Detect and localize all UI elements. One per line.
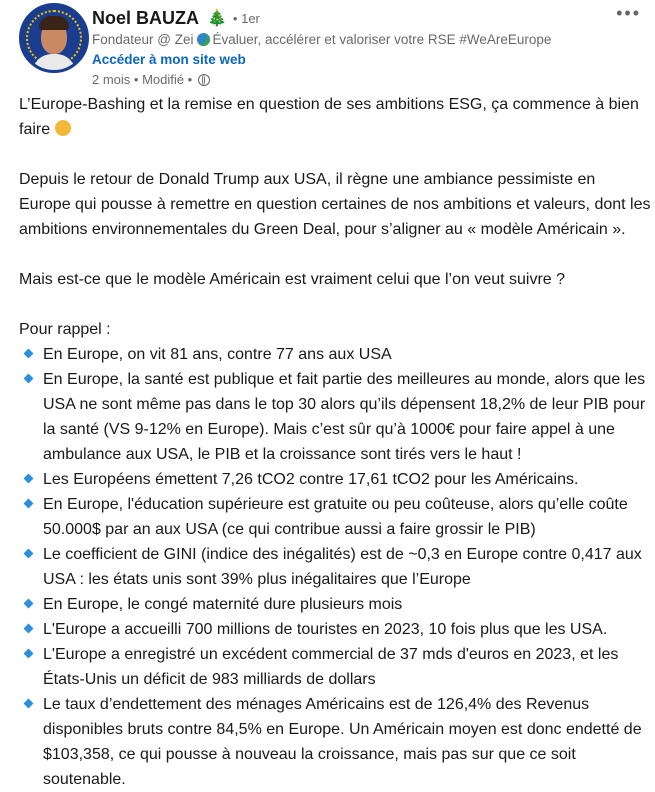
post-time: 2 mois • Modifié •: [92, 72, 193, 87]
blue-diamond-icon: [24, 649, 34, 659]
recall-heading: Pour rappel :: [19, 321, 111, 338]
connection-degree: • 1er: [232, 10, 260, 26]
list-item: [19, 467, 651, 492]
more-options-button[interactable]: •••: [616, 3, 641, 23]
post-meta: [92, 72, 210, 87]
post-question: Mais est-ce que le modèle Américain est vraiment celui que l’on veut suivre ?: [19, 271, 566, 288]
earth-icon: [197, 33, 210, 46]
smiling-face-icon: [55, 120, 71, 136]
blue-diamond-icon: [24, 699, 34, 709]
list-item: [19, 542, 651, 592]
list-item: [19, 692, 651, 792]
post-paragraph: Depuis le retour de Donald Trump aux USA, il règne une ambiance pessimiste en Europe qui pousse à remettre en question certaines de nos ambitions et valeurs, dont les ambitions environnementales du Green Deal, pour s’aligner au « modèle Américain ».: [19, 171, 651, 238]
list-item-text: En Europe, le congé maternité dure plusieurs mois: [43, 596, 403, 613]
list-item: [19, 367, 651, 467]
author-headline: [92, 32, 551, 47]
author-name[interactable]: Noel BAUZA: [92, 7, 199, 28]
blue-diamond-icon: [24, 349, 34, 359]
post-header: [19, 3, 649, 87]
website-link[interactable]: Accéder à mon site web: [92, 52, 246, 67]
author-name-row: [92, 5, 260, 31]
list-item-text: En Europe, l'éducation supérieure est gratuite ou peu coûteuse, alors qu’elle coûte 50.000$ par an aux USA (ce qui contribue aussi a faire grossir le PIB): [43, 496, 628, 538]
intro-text: L’Europe-Bashing et la remise en question de ses ambitions ESG, ça commence à bien faire: [19, 96, 639, 138]
list-item: [19, 492, 651, 542]
headline-rest: Évaluer, accélérer et valoriser votre RSE #WeAreEurope: [212, 32, 552, 47]
list-item-text: L'Europe a enregistré un excédent commercial de 37 mds d'euros en 2023, et les États-Unis un déficit de 983 milliards de dollars: [43, 646, 619, 688]
headline-prefix: Fondateur @ Zei: [92, 32, 194, 47]
list-item-text: Le coefficient de GINI (indice des inégalités) est de ~0,3 en Europe contre 0,417 aux USA : les états unis sont 39% plus inégalitaires que l’Europe: [43, 546, 642, 588]
christmas-tree-icon: 🎄: [207, 10, 227, 27]
list-item: [19, 342, 651, 367]
post-intro: [19, 92, 651, 142]
blue-diamond-icon: [24, 499, 34, 509]
globe-icon: [198, 74, 210, 86]
list-item-text: En Europe, la santé est publique et fait partie des meilleures au monde, alors que les USA ne sont même pas dans le top 30 alors qu’ils dépensent 18,2% de leur PIB pour la santé (VS 9-12% en Europe). Mais c’est sûr qu’à 1000€ pour faire appel à une ambulance aux USA, le PIB et la croissance sont tirés vers le haut !: [43, 371, 646, 463]
list-item-text: Les Européens émettent 7,26 tCO2 contre 17,61 tCO2 pour les Américains.: [43, 471, 579, 488]
list-item: [19, 592, 651, 617]
blue-diamond-icon: [24, 599, 34, 609]
list-item: [19, 642, 651, 692]
post-body: [19, 92, 651, 792]
blue-diamond-icon: [24, 549, 34, 559]
list-item-text: Le taux d’endettement des ménages Américains est de 126,4% des Revenus disponibles bruts contre 84,5% en Europe. Un Américain moyen est donc endetté de $103,358, ce qui pousse à nouveau la croissance, mais pas sur que ce soit soutenable.: [43, 696, 642, 788]
list-item: [19, 617, 651, 642]
blue-diamond-icon: [24, 624, 34, 634]
avatar[interactable]: [19, 3, 89, 73]
list-item-text: L'Europe a accueilli 700 millions de touristes en 2023, 10 fois plus que les USA.: [43, 621, 608, 638]
avatar-hair: [39, 16, 69, 30]
blue-diamond-icon: [24, 374, 34, 384]
list-item-text: En Europe, on vit 81 ans, contre 77 ans aux USA: [43, 346, 392, 363]
blue-diamond-icon: [24, 474, 34, 484]
